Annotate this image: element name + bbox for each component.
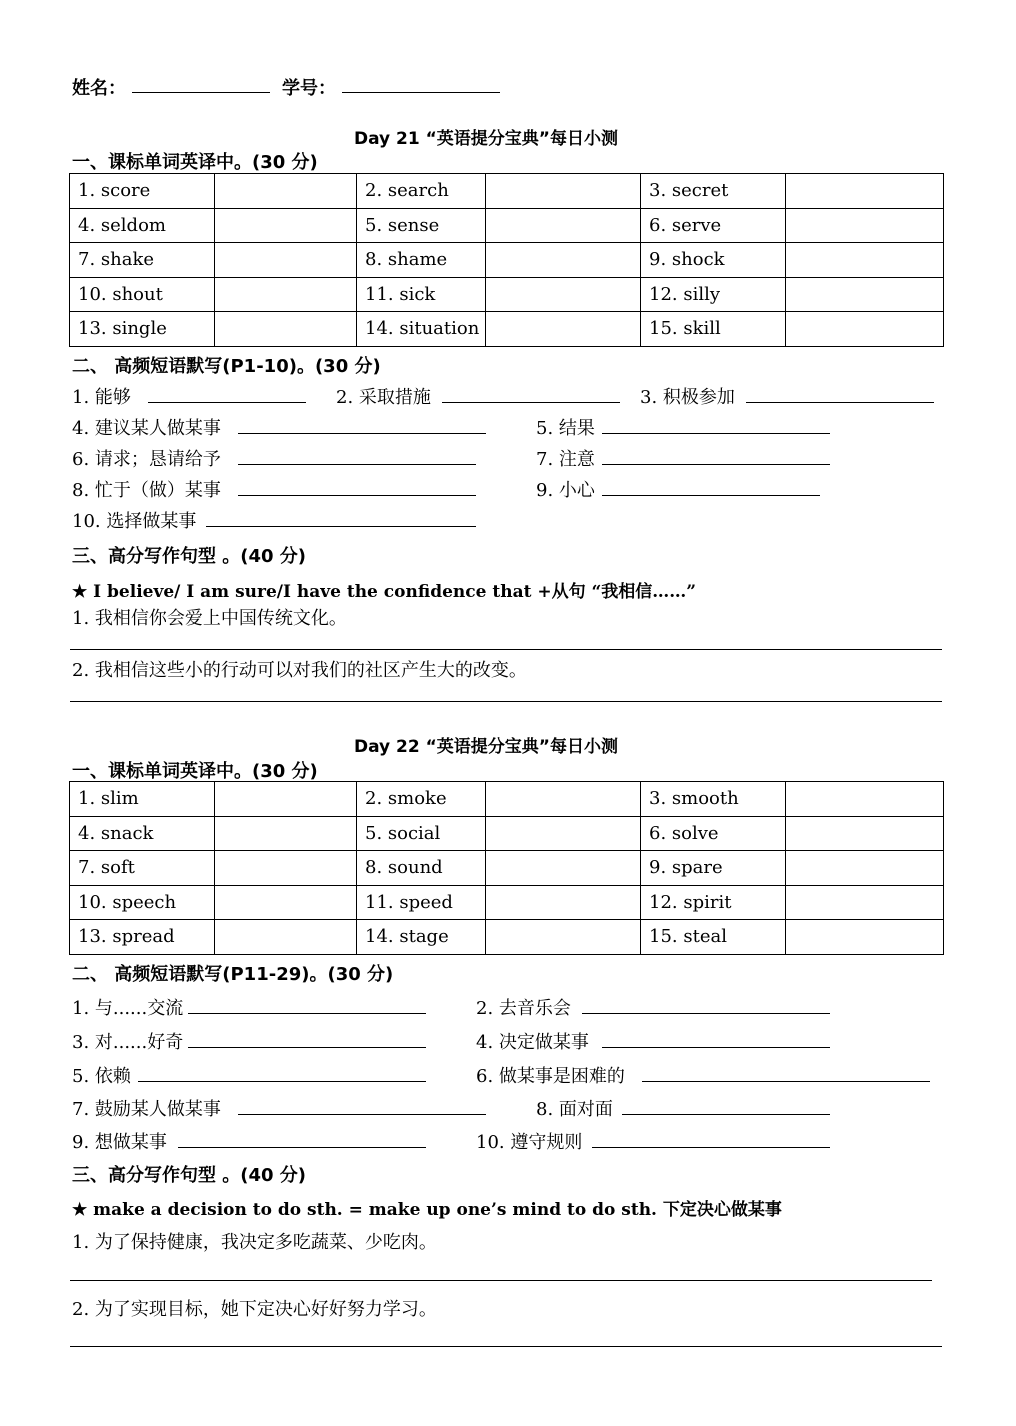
answer-cell[interactable] <box>486 243 641 278</box>
phrase-prompt: 10. 选择做某事 <box>72 511 197 532</box>
answer-cell[interactable] <box>215 885 357 920</box>
student-id-label: 学号： <box>282 78 336 99</box>
word-cell: 14. situation <box>357 312 486 347</box>
day21-word-table <box>69 173 944 347</box>
phrase-prompt: 1. 能够 <box>72 387 131 408</box>
day22-section1-heading: 一、课标单词英译中。(30 分) <box>72 761 318 782</box>
phrase-prompt: 5. 结果 <box>536 418 595 439</box>
answer-cell[interactable] <box>486 851 641 886</box>
table-row <box>70 851 944 886</box>
day22-section2-heading: 二、 高频短语默写(P11-29)。(30 分) <box>72 964 394 985</box>
phrase-prompt: 9. 想做某事 <box>72 1132 167 1153</box>
answer-cell[interactable] <box>486 277 641 312</box>
word-cell: 11. speed <box>357 885 486 920</box>
day22-sentence-pattern: ★ make a decision to do sth. = make up one’s mind to do sth. 下定决心做某事 <box>72 1200 782 1220</box>
table-row <box>70 816 944 851</box>
day21-section2-heading: 二、 高频短语默写(P1-10)。(30 分) <box>72 356 381 377</box>
day21-section1-heading: 一、课标单词英译中。(30 分) <box>72 152 318 173</box>
phrase-blank[interactable] <box>188 1047 426 1048</box>
word-cell: 8. shame <box>357 243 486 278</box>
answer-cell[interactable] <box>786 851 944 886</box>
translation-answer-line[interactable] <box>70 649 942 650</box>
phrase-blank[interactable] <box>602 433 830 434</box>
table-row <box>70 920 944 955</box>
word-cell: 3. secret <box>641 174 786 209</box>
word-cell: 1. score <box>70 174 215 209</box>
phrase-prompt: 10. 遵守规则 <box>476 1132 583 1153</box>
word-cell: 11. sick <box>357 277 486 312</box>
answer-cell[interactable] <box>786 277 944 312</box>
phrase-prompt: 7. 鼓励某人做某事 <box>72 1099 221 1120</box>
phrase-blank[interactable] <box>148 402 306 403</box>
word-cell: 15. steal <box>641 920 786 955</box>
phrase-prompt: 6. 请求；恳请给予 <box>72 449 221 470</box>
day22-title: Day 22 “英语提分宝典”每日小测 <box>354 737 618 757</box>
answer-cell[interactable] <box>786 208 944 243</box>
answer-cell[interactable] <box>215 816 357 851</box>
phrase-blank[interactable] <box>206 526 476 527</box>
word-cell: 5. social <box>357 816 486 851</box>
answer-cell[interactable] <box>486 174 641 209</box>
table-row <box>70 312 944 347</box>
phrase-prompt: 6. 做某事是困难的 <box>476 1066 625 1087</box>
word-cell: 9. spare <box>641 851 786 886</box>
answer-cell[interactable] <box>215 851 357 886</box>
phrase-prompt: 2. 采取措施 <box>336 387 431 408</box>
day21-title: Day 21 “英语提分宝典”每日小测 <box>354 129 618 149</box>
phrase-blank[interactable] <box>188 1013 426 1014</box>
word-cell: 2. smoke <box>357 782 486 817</box>
table-row <box>70 277 944 312</box>
phrase-blank[interactable] <box>178 1147 426 1148</box>
answer-cell[interactable] <box>786 885 944 920</box>
word-cell: 1. slim <box>70 782 215 817</box>
phrase-prompt: 3. 积极参加 <box>640 387 735 408</box>
translation-answer-line[interactable] <box>70 1280 932 1281</box>
answer-cell[interactable] <box>486 885 641 920</box>
word-cell: 3. smooth <box>641 782 786 817</box>
answer-cell[interactable] <box>486 208 641 243</box>
answer-cell[interactable] <box>215 174 357 209</box>
answer-cell[interactable] <box>215 782 357 817</box>
translation-prompt: 2. 我相信这些小的行动可以对我们的社区产生大的改变。 <box>72 660 527 681</box>
answer-cell[interactable] <box>486 816 641 851</box>
table-row <box>70 208 944 243</box>
answer-cell[interactable] <box>486 920 641 955</box>
phrase-blank[interactable] <box>602 1047 830 1048</box>
word-cell: 7. soft <box>70 851 215 886</box>
word-cell: 13. spread <box>70 920 215 955</box>
phrase-prompt: 5. 依赖 <box>72 1066 131 1087</box>
name-blank[interactable] <box>132 92 270 93</box>
word-cell: 10. shout <box>70 277 215 312</box>
answer-cell[interactable] <box>786 174 944 209</box>
day22-section3-heading: 三、高分写作句型 。(40 分) <box>72 1165 307 1186</box>
translation-answer-line[interactable] <box>70 1346 942 1347</box>
answer-cell[interactable] <box>215 208 357 243</box>
word-cell: 8. sound <box>357 851 486 886</box>
phrase-prompt: 9. 小心 <box>536 480 595 501</box>
day21-sentence-pattern: ★ I believe/ I am sure/I have the confidence that +从句 “我相信……” <box>72 582 697 602</box>
word-cell: 7. shake <box>70 243 215 278</box>
phrase-blank[interactable] <box>746 402 934 403</box>
word-cell: 12. silly <box>641 277 786 312</box>
word-cell: 2. search <box>357 174 486 209</box>
phrase-prompt: 8. 面对面 <box>536 1099 613 1120</box>
word-cell: 15. skill <box>641 312 786 347</box>
phrase-blank[interactable] <box>642 1081 930 1082</box>
word-cell: 13. single <box>70 312 215 347</box>
phrase-blank[interactable] <box>238 464 476 465</box>
answer-cell[interactable] <box>215 243 357 278</box>
phrase-blank[interactable] <box>238 433 486 434</box>
day21-section3-heading: 三、高分写作句型 。(40 分) <box>72 546 307 567</box>
phrase-prompt: 4. 决定做某事 <box>476 1032 589 1053</box>
phrase-blank[interactable] <box>592 1147 830 1148</box>
translation-prompt: 2. 为了实现目标，她下定决心好好努力学习。 <box>72 1299 437 1320</box>
answer-cell[interactable] <box>786 782 944 817</box>
answer-cell[interactable] <box>486 782 641 817</box>
word-cell: 9. shock <box>641 243 786 278</box>
phrase-blank[interactable] <box>238 1114 486 1115</box>
phrase-prompt: 1. 与......交流 <box>72 998 184 1019</box>
word-cell: 6. serve <box>641 208 786 243</box>
phrase-prompt: 3. 对......好奇 <box>72 1032 184 1053</box>
student-id-blank[interactable] <box>342 92 500 93</box>
phrase-prompt: 8. 忙于（做）某事 <box>72 480 221 501</box>
word-cell: 14. stage <box>357 920 486 955</box>
word-cell: 5. sense <box>357 208 486 243</box>
phrase-prompt: 2. 去音乐会 <box>476 998 571 1019</box>
word-cell: 10. speech <box>70 885 215 920</box>
table-row <box>70 243 944 278</box>
phrase-blank[interactable] <box>622 1114 830 1115</box>
phrase-prompt: 4. 建议某人做某事 <box>72 418 221 439</box>
answer-cell[interactable] <box>215 312 357 347</box>
day22-word-table <box>69 781 944 955</box>
name-label: 姓名： <box>72 78 126 99</box>
phrase-blank[interactable] <box>442 402 620 403</box>
word-cell: 6. solve <box>641 816 786 851</box>
word-cell: 4. snack <box>70 816 215 851</box>
phrase-blank[interactable] <box>582 1013 830 1014</box>
translation-prompt: 1. 我相信你会爱上中国传统文化。 <box>72 608 347 629</box>
answer-cell[interactable] <box>486 312 641 347</box>
phrase-blank[interactable] <box>602 464 830 465</box>
table-row <box>70 782 944 817</box>
phrase-blank[interactable] <box>238 495 476 496</box>
word-cell: 4. seldom <box>70 208 215 243</box>
answer-cell[interactable] <box>786 312 944 347</box>
answer-cell[interactable] <box>215 277 357 312</box>
phrase-prompt: 7. 注意 <box>536 449 595 470</box>
phrase-blank[interactable] <box>138 1081 426 1082</box>
word-cell: 12. spirit <box>641 885 786 920</box>
answer-cell[interactable] <box>215 920 357 955</box>
table-row <box>70 174 944 209</box>
translation-answer-line[interactable] <box>70 701 942 702</box>
translation-prompt: 1. 为了保持健康，我决定多吃蔬菜、少吃肉。 <box>72 1232 437 1253</box>
answer-cell[interactable] <box>786 816 944 851</box>
answer-cell[interactable] <box>786 243 944 278</box>
table-row <box>70 885 944 920</box>
answer-cell[interactable] <box>786 920 944 955</box>
phrase-blank[interactable] <box>602 495 820 496</box>
